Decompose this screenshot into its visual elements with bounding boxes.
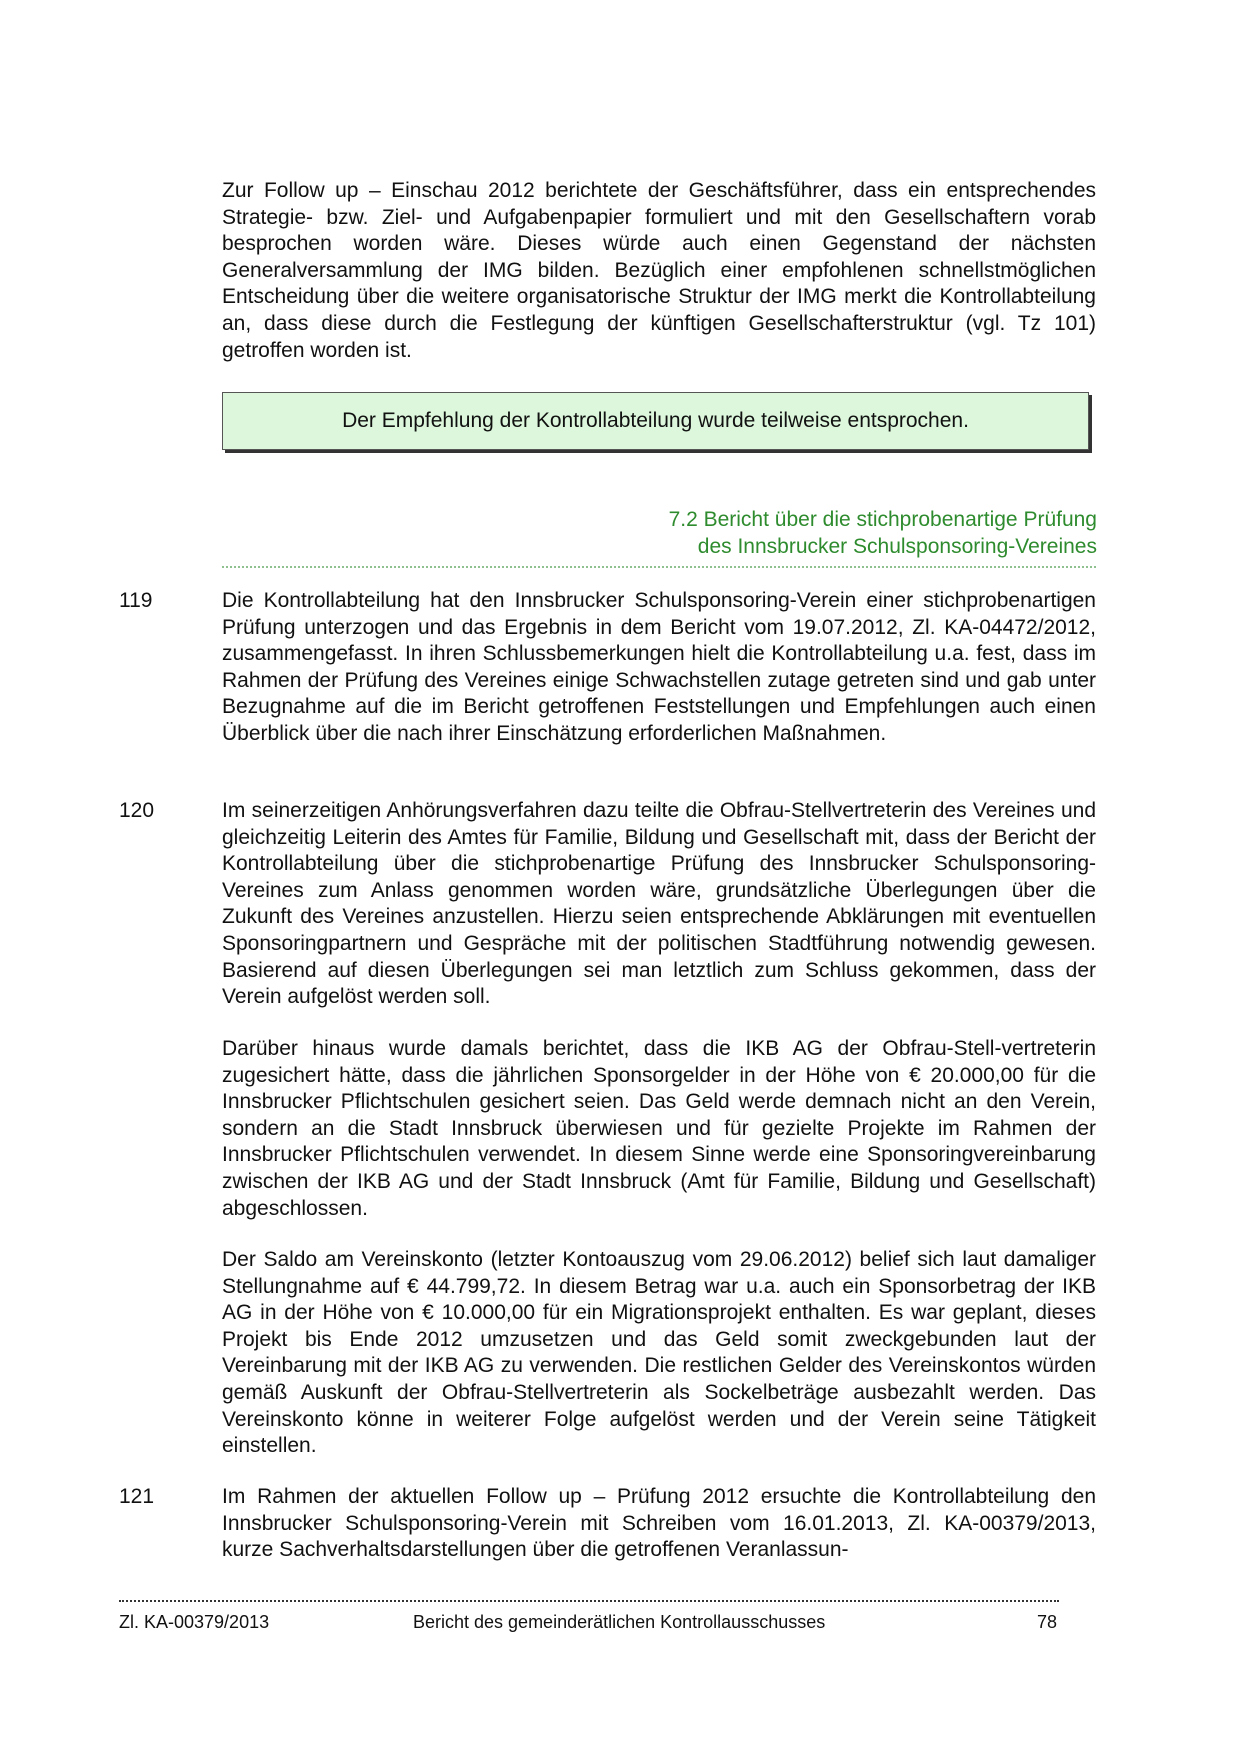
conclusion-box bbox=[222, 392, 1089, 450]
paragraph-120-continuation-1: Darüber hinaus wurde damals berichtet, dass die IKB AG der Obfrau-Stell-vertreterin zugesichert hätte, dass die jährlichen Sponsorgelder in der Höhe von € 20.000,00 für die Innsbrucker Pflichtschulen gesichert seien. Das Geld werde demnach nicht an den Verein, sondern an die Stadt Innsbruck überwiesen und für gezielte Projekte im Rahmen der Innsbrucker Pflichtschulen verwendet. In diesem Sinne werde eine Sponsoringvereinbarung zwischen der IKB AG und der Stadt Innsbruck (Amt für Familie, Bildung und Gesellschaft) abgeschlossen. bbox=[222, 1037, 1096, 1220]
footer-divider bbox=[119, 1600, 1059, 1602]
heading-divider bbox=[222, 566, 1096, 568]
footer-title: Bericht des gemeinderätlichen Kontrollausschusses bbox=[413, 1612, 826, 1632]
paragraph-number: 120 bbox=[119, 799, 155, 822]
section-heading-line2: des Innsbrucker Schulsponsoring-Vereines bbox=[697, 535, 1097, 558]
intro-paragraph: Zur Follow up – Einschau 2012 berichtete der Geschäftsführer, dass ein entsprechendes Strategie- bzw. Ziel- und Aufgabenpapier formuliert und mit den Gesellschaftern vorab besprochen worden wäre. Dieses würde auch einen Gegenstand der nächsten Generalversammlung der IMG bilden. Bezüglich einer empfohlenen schnellstmöglichen Entscheidung über die weitere organisatorische Struktur der IMG merkt die Kontrollabteilung an, dass diese durch die Festlegung der künftigen Gesellschafterstruktur (vgl. Tz 101) getroffen worden ist. bbox=[222, 179, 1096, 362]
paragraph-120-continuation-2: Der Saldo am Vereinskonto (letzter Kontoauszug vom 29.06.2012) belief sich laut damaliger Stellungnahme auf € 44.799,72. In diesem Betrag war u.a. auch ein Sponsorbetrag der IKB AG in der Höhe von € 10.000,00 für ein Migrationsprojekt enthalten. Es war geplant, dieses Projekt bis Ende 2012 umzusetzen und das Geld somit zweckgebunden laut der Vereinbarung mit der IKB AG zu verwenden. Die restlichen Gelder des Vereinskontos würden gemäß Auskunft der Obfrau-Stellvertreterin als Sockelbeträge ausbezahlt werden. Das Vereinskonto könne in weiterer Folge aufgelöst werden und der Verein seine Tätigkeit einstellen. bbox=[222, 1248, 1096, 1458]
paragraph-121: Im Rahmen der aktuellen Follow up – Prüfung 2012 ersuchte die Kontrollabteilung den Innsbrucker Schulsponsoring-Verein mit Schreiben vom 16.01.2013, Zl. KA-00379/2013, kurze Sachverhaltsdarstellungen über die getroffenen Veranlassun- bbox=[222, 1485, 1096, 1562]
section-heading-line1: 7.2 Bericht über die stichprobenartige Prüfung bbox=[668, 508, 1097, 531]
paragraph-number: 119 bbox=[119, 589, 153, 612]
paragraph-number: 121 bbox=[119, 1485, 155, 1508]
conclusion-text: Der Empfehlung der Kontrollabteilung wurde teilweise entsprochen. bbox=[342, 409, 969, 432]
section-heading bbox=[669, 506, 1097, 560]
paragraph-119: Die Kontrollabteilung hat den Innsbrucker Schulsponsoring-Verein einer stichprobenartigen Prüfung unterzogen und das Ergebnis in dem Bericht vom 19.07.2012, Zl. KA-04472/2012, zusammengefasst. In ihren Schlussbemerkungen hielt die Kontrollabteilung u.a. fest, dass im Rahmen der Prüfung des Vereines einige Schwachstellen zutage getreten sind und gab unter Bezugnahme auf die im Bericht getroffenen Feststellungen und Empfehlungen auch einen Überblick über die nach ihrer Einschätzung erforderlichen Maßnahmen. bbox=[222, 589, 1096, 745]
footer-reference: Zl. KA-00379/2013 bbox=[119, 1612, 270, 1632]
page-number: 78 bbox=[1037, 1612, 1058, 1632]
paragraph-120: Im seinerzeitigen Anhörungsverfahren dazu teilte die Obfrau-Stellvertreterin des Vereines und gleichzeitig Leiterin des Amtes für Familie, Bildung und Gesellschaft mit, dass der Bericht der Kontrollabteilung über die stichprobenartige Prüfung des Innsbrucker Schulsponsoring-Vereines zum Anlass genommen worden wäre, grundsätzliche Überlegungen über die Zukunft des Vereines anzustellen. Hierzu seien entsprechende Abklärungen mit eventuellen Sponsoringpartnern und Gespräche mit der politischen Stadtführung notwendig gewesen. Basierend auf diesen Überlegungen sei man letztlich zum Schluss gekommen, dass der Verein aufgelöst werden soll. bbox=[222, 799, 1096, 1009]
